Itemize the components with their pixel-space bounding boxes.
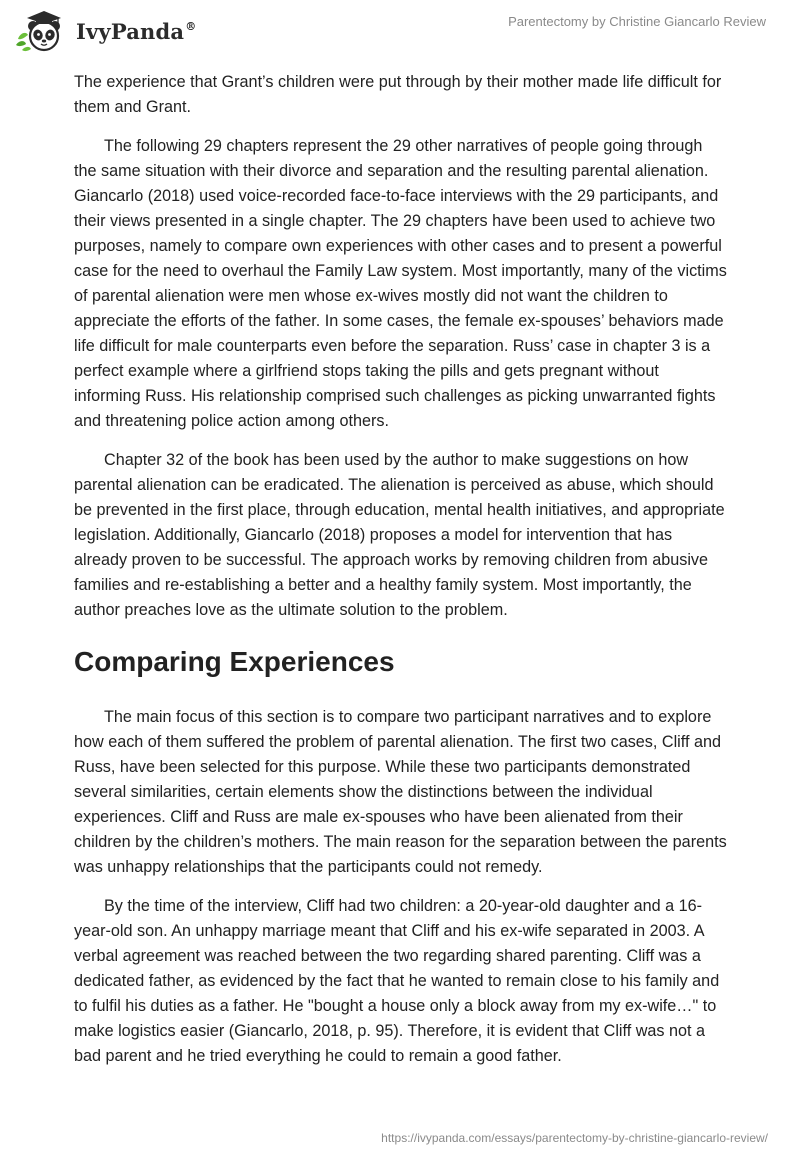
essay-body — [74, 70, 728, 1083]
paragraph: Chapter 32 of the book has been used by the author to make suggestions on how parental alienation can be eradicated. The alienation is perceived as abuse, which should be prevented in the first place, through education, mental health initiatives, and appropriate legislation. Additionally, Giancarlo (2018) proposes a model for intervention that has already proven to be successful. The approach works by removing children from abusive families and re-establishing a better and a healthy family system. Most importantly, the author preaches love as the ultimate solution to the problem. — [74, 451, 725, 619]
ivypanda-logo[interactable] — [14, 9, 196, 53]
page-header — [0, 0, 800, 60]
document-title: Parentectomy by Christine Giancarlo Review — [508, 14, 766, 29]
paragraph: The main focus of this section is to compare two participant narratives and to explore how each of them suffered the problem of parental alienation. The first two cases, Cliff and Russ, have been selected for this purpose. While these two participants demonstrated several similarities, certain elements show the distinctions between the individual experiences. Cliff and Russ are male ex-spouses who have been alienated from their children by the children’s mothers. The main reason for the separation between the parents was unhappy relationships that the participants could not remedy. — [74, 708, 727, 876]
paragraph: The following 29 chapters represent the 29 other narratives of people going through the same situation with their divorce and separation and the resulting parental alienation. Giancarlo (2018) used voice-recorded face-to-face interviews with the 29 participants, and their views presented in a single chapter. The 29 chapters have been used to achieve two purposes, namely to compare own experiences with other cases and to present a powerful case for the need to overhaul the Family Law system. Most importantly, many of the victims of parental alienation were men whose ex-wives mostly did not want the children to appreciate the efforts of the father. In some cases, the female ex-spouses’ behaviors made life difficult for male counterparts even before the separation. Russ’ case in chapter 3 is a perfect example where a girlfriend stops taking the pills and gets pregnant without informing Russ. His relationship comprised such challenges as picking unwarranted fights and threatening police action among others. — [74, 137, 727, 430]
paragraph: By the time of the interview, Cliff had two children: a 20-year-old daughter and a 16-year-old son. An unhappy marriage meant that Cliff and his ex-wife separated in 2003. A verbal agreement was reached between the two regarding shared parenting. Cliff was a dedicated father, as evidenced by the fact that he wanted to remain close to his family and to fulfil his duties as a father. He "bought a house only a block away from my ex-wife…" to make logistics easier (Giancarlo, 2018, p. 95). Therefore, it is evident that Cliff was not a bad parent and he tried everything he could to remain a good father. — [74, 897, 720, 1065]
logo-text: IvyPanda® — [76, 18, 197, 44]
footer-url: https://ivypanda.com/essays/parentectomy-by-christine-giancarlo-review/ — [381, 1131, 768, 1145]
section-heading: Comparing Experiences — [74, 646, 395, 677]
registered-mark: ® — [185, 19, 197, 33]
panda-graduate-icon — [14, 9, 70, 53]
paragraph: The experience that Grant’s children were put through by their mother made life difficult for them and Grant. — [74, 73, 722, 116]
